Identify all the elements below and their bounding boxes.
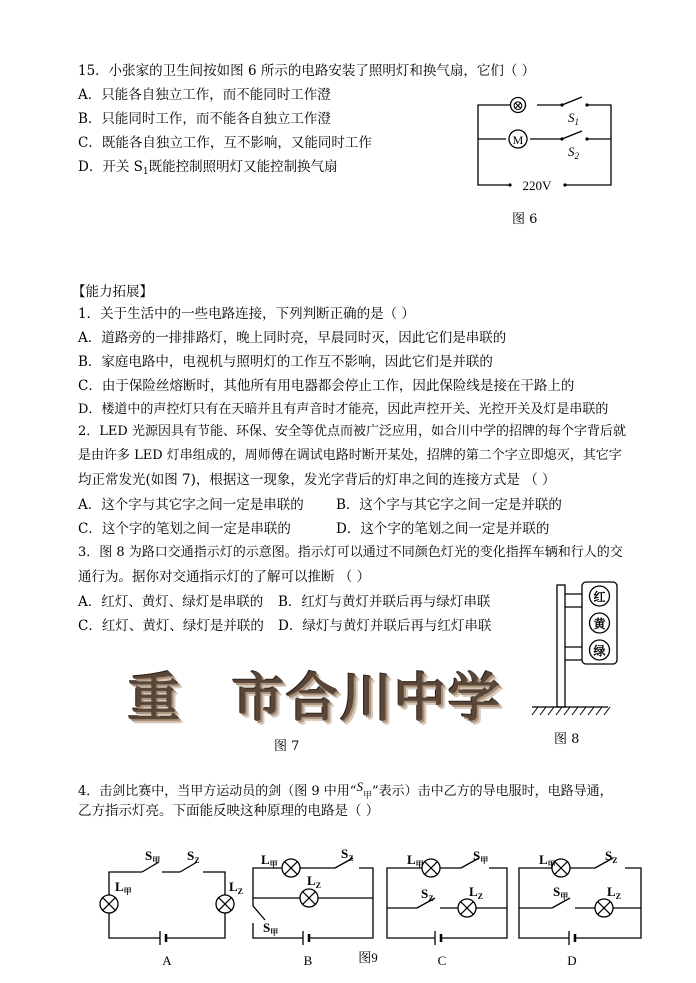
p1-option-b: B．家庭电路中，电视机与照明灯的工作互不影响，因此它们是并联的: [78, 354, 493, 370]
p1-option-a: A．道路旁的一排排路灯，晚上同时亮，早晨同时灭，因此它们是串联的: [78, 330, 507, 346]
p1-option-d: D．楼道中的声控灯只有在天暗并且有声音时才能亮，因此声控开关、光控开关及灯是串联的: [78, 402, 609, 417]
p1-stem: 1．关于生活中的一些电路连接，下列判断正确的是（ ）: [78, 306, 415, 322]
figure-8-traffic-light: [530, 582, 620, 722]
svg-text:S甲: $S_甲$: [145, 848, 161, 865]
sign-remaining-characters: 市合川中学: [232, 669, 503, 729]
figure-8-caption: 图 8: [554, 732, 580, 747]
svg-text:SZ: $S_Z$: [605, 848, 618, 865]
p2-option-c: C．这个字的笔划之间一定是串联的: [78, 521, 291, 537]
circuit-d-label: D: [567, 953, 577, 968]
q15-option-b: B．只能同时工作，而不能各自独立工作澄: [78, 111, 331, 127]
lamp-symbol-icon: ⊗: [512, 99, 524, 114]
q15-stem: 15．小张家的卫生间按如图 6 所示的电路安装了照明灯和换气扇，它们（ ）: [78, 63, 536, 79]
svg-text:LZ: $L_Z$: [307, 873, 322, 890]
circuit-b-label: B: [303, 953, 313, 968]
p2-line-2: 是由许多 LED 灯串组成的，周师傅在调试电路时断开某处，招牌的第二个字立即熄灭，其它字: [78, 448, 622, 463]
yellow-light-label: 黄: [593, 617, 606, 631]
svg-text:S甲: $S_甲$: [263, 920, 279, 937]
circuit-c: [387, 858, 507, 945]
p3-option-c: C．红灯、黄灯、绿灯是并联的: [78, 618, 264, 634]
p4-line-2: 乙方指示灯亮。下面能反映这种原理的电路是（ ）: [78, 803, 380, 819]
p2-line-1: 2．LED 光源因具有节能、环保、安全等优点而被广泛应用，如合川中学的招牌的每个字背后就: [78, 424, 626, 439]
figure-6-circuit: [470, 90, 620, 200]
svg-text:S甲: $S_甲$: [553, 884, 569, 901]
circuit-c-label: C: [437, 953, 447, 968]
voltage-label: 220V: [522, 178, 552, 193]
p3-line-2: 通行为。据你对交通指示灯的了解可以推断 （ ）: [78, 569, 371, 585]
figure-6-caption: 图 6: [512, 212, 538, 227]
p2-option-b: B．这个字与其它字之间一定是并联的: [336, 497, 562, 513]
circuit-d: [519, 858, 641, 945]
p3-option-d: D．绿灯与黄灯并联后再与红灯串联: [278, 618, 492, 634]
figure-9-circuits: [95, 840, 655, 970]
svg-text:LZ: $L_Z$: [229, 879, 244, 896]
figure-9-caption: 图9: [358, 950, 378, 965]
q15-option-a: A．只能各自独立工作，而不能同时工作澄: [78, 87, 331, 103]
svg-text:S甲: $S_甲$: [473, 848, 489, 865]
svg-text:S1: $S_1$: [568, 110, 579, 127]
circuit-a-label: A: [162, 953, 172, 968]
p2-option-d: D．这个字的笔划之间一定是并联的: [336, 521, 550, 537]
q15-option-d: D．开关 $S_1$既能控制照明灯又能控制换气扇: [78, 159, 338, 177]
section-title: 【能力拓展】: [72, 284, 153, 300]
p3-line-1: 3．图 8 为路口交通指示灯的示意图。指示灯可以通过不同颜色灯光的变化指挥车辆和行人的交: [78, 545, 623, 560]
p1-option-c: C．由于保险丝熔断时，其他所有用电器都会停止工作，因此保险线是接在干路上的: [78, 378, 575, 394]
p2-option-a: A．这个字与其它字之间一定是串联的: [78, 497, 304, 513]
q15-option-c: C．既能各自独立工作，互不影响，又能同时工作: [78, 135, 372, 151]
svg-text:L甲: $L_甲$: [115, 879, 132, 896]
svg-text:SZ: $S_Z$: [187, 848, 200, 865]
p3-option-a: A．红灯、黄灯、绿灯是串联的: [78, 594, 264, 610]
circuit-a: [109, 862, 225, 945]
motor-symbol: M: [512, 133, 524, 147]
p3-option-b: B．红灯与黄灯并联后再与绿灯串联: [278, 594, 491, 610]
p4-line-1: 4．击剑比赛中，当甲方运动员的剑（图 9 中用“$S_甲$”表示）击中乙方的导电服时，电路导通，: [78, 779, 613, 801]
svg-text:L甲: $L_甲$: [407, 852, 424, 869]
red-light-label: 红: [593, 590, 606, 604]
svg-text:LZ: $L_Z$: [607, 884, 622, 901]
p2-line-3: 均正常发光(如图 7)，根据这一现象，发光字背后的灯串之间的连接方式是 （ ）: [78, 472, 556, 488]
sign-first-character: 重: [128, 669, 183, 729]
green-light-label: 绿: [593, 644, 606, 658]
svg-text:LZ: $L_Z$: [469, 884, 484, 901]
figure-7-caption: 图 7: [274, 739, 300, 754]
svg-text:SZ: $S_Z$: [341, 846, 354, 863]
svg-text:SZ: $S_Z$: [421, 886, 434, 903]
svg-text:L甲: $L_甲$: [261, 852, 278, 869]
svg-text:S2: $S_2$: [568, 144, 579, 161]
svg-text:L甲: $L_甲$: [539, 852, 556, 869]
